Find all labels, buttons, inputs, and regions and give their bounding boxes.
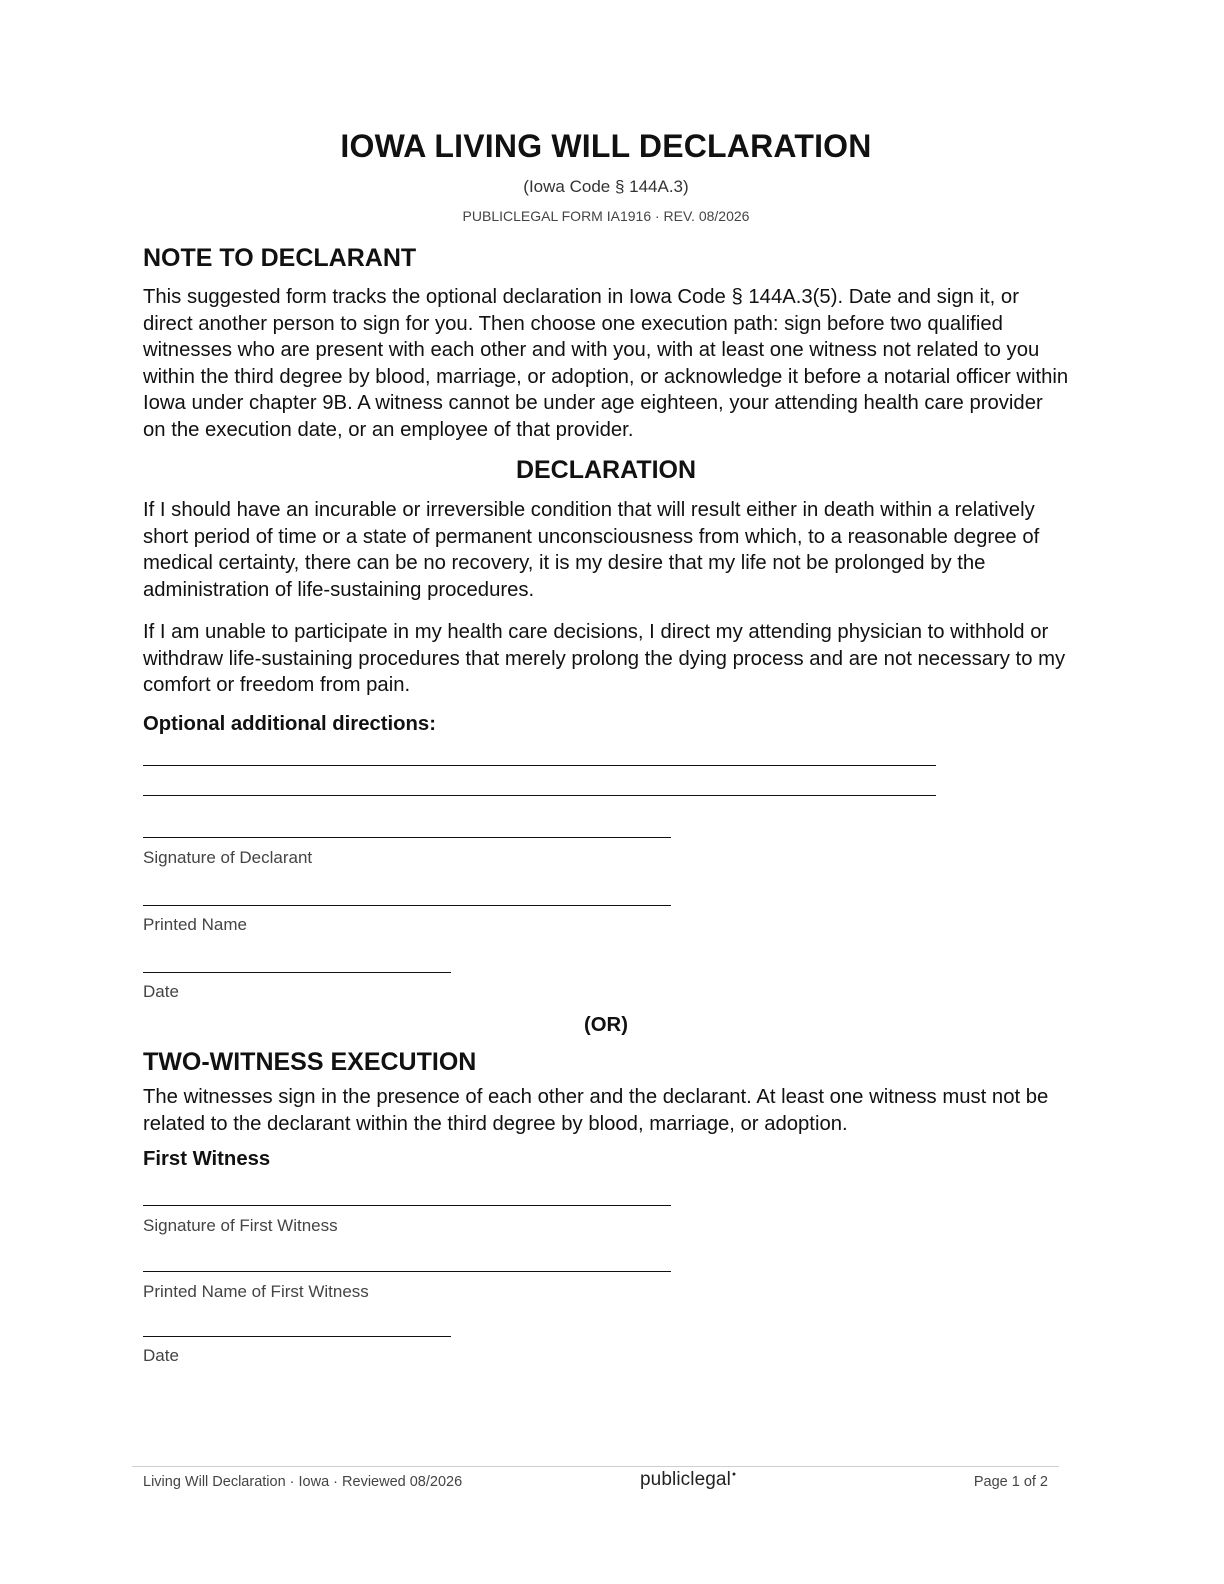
declarant-date-label: Date	[143, 982, 179, 1001]
note-text: This suggested form tracks the optional declaration in Iowa Code § 144A.3(5). Date and sign it, or direct another person to sign for you. Then choose one execution path: sign before two qualified witnesses who are present with each other and with you, with at least one witness not related to you within the third degree by blood, marriage, or adoption, or acknowledge it before a notarial officer within Iowa under chapter 9B. A witness cannot be under age eighteen, your attending health care provider on the execution date, or an employee of that provider.	[143, 286, 1069, 441]
witness-heading: TWO-WITNESS EXECUTION	[143, 1048, 477, 1076]
first-witness-printed-name-label: Printed Name of First Witness	[143, 1282, 369, 1301]
footer-divider	[132, 1466, 1059, 1467]
declaration-heading: DECLARATION	[515, 456, 697, 484]
form-number: PUBLICLEGAL FORM IA1916 · REV. 08/2026	[462, 208, 750, 224]
declarant-printed-name-line[interactable]	[143, 905, 671, 906]
declarant-signature-label: Signature of Declarant	[143, 848, 313, 867]
document-title: IOWA LIVING WILL DECLARATION	[340, 128, 872, 164]
optional-directions-line-1[interactable]	[143, 765, 936, 766]
logo-trademark-mark: ●	[731, 1471, 737, 1478]
declaration-paragraph-2: If I am unable to participate in my health care decisions, I direct my attending physician to withhold or withdraw life-sustaining procedures that merely prolong the dying process and are not necessary to my comfort or freedom from pain.	[143, 621, 1066, 697]
or-separator: (OR)	[584, 1014, 628, 1036]
optional-directions-label: Optional additional directions:	[143, 713, 436, 735]
declarant-date-line[interactable]	[143, 972, 451, 973]
first-witness-signature-label: Signature of First Witness	[143, 1216, 338, 1235]
declarant-printed-name-label: Printed Name	[143, 915, 247, 934]
footer-document-info: Living Will Declaration · Iowa · Reviewed 08/2026	[143, 1474, 463, 1490]
first-witness-signature-line[interactable]	[143, 1205, 671, 1206]
first-witness-date-label: Date	[143, 1346, 179, 1365]
first-witness-date-line[interactable]	[143, 1336, 451, 1337]
logo-text: publiclegal	[640, 1469, 731, 1490]
witness-text: The witnesses sign in the presence of each other and the declarant. At least one witness must not be related to the declarant within the third degree by blood, marriage, or adoption.	[143, 1086, 1049, 1135]
statute-citation: (Iowa Code § 144A.3)	[523, 177, 689, 196]
publiclegal-logo	[640, 1469, 736, 1491]
declarant-signature-line[interactable]	[143, 837, 671, 838]
page-number: Page 1 of 2	[973, 1474, 1048, 1490]
declaration-paragraph-1: If I should have an incurable or irreversible condition that will result either in death within a relatively short period of time or a state of permanent unconsciousness from which, to a reasonable degree of medical certainty, there can be no recovery, it is my desire that my life not be prolonged by the administration of life-sustaining procedures.	[143, 499, 1040, 601]
first-witness-heading: First Witness	[143, 1148, 271, 1170]
optional-directions-line-2[interactable]	[143, 795, 936, 796]
first-witness-printed-name-line[interactable]	[143, 1271, 671, 1272]
note-heading: NOTE TO DECLARANT	[143, 244, 417, 272]
